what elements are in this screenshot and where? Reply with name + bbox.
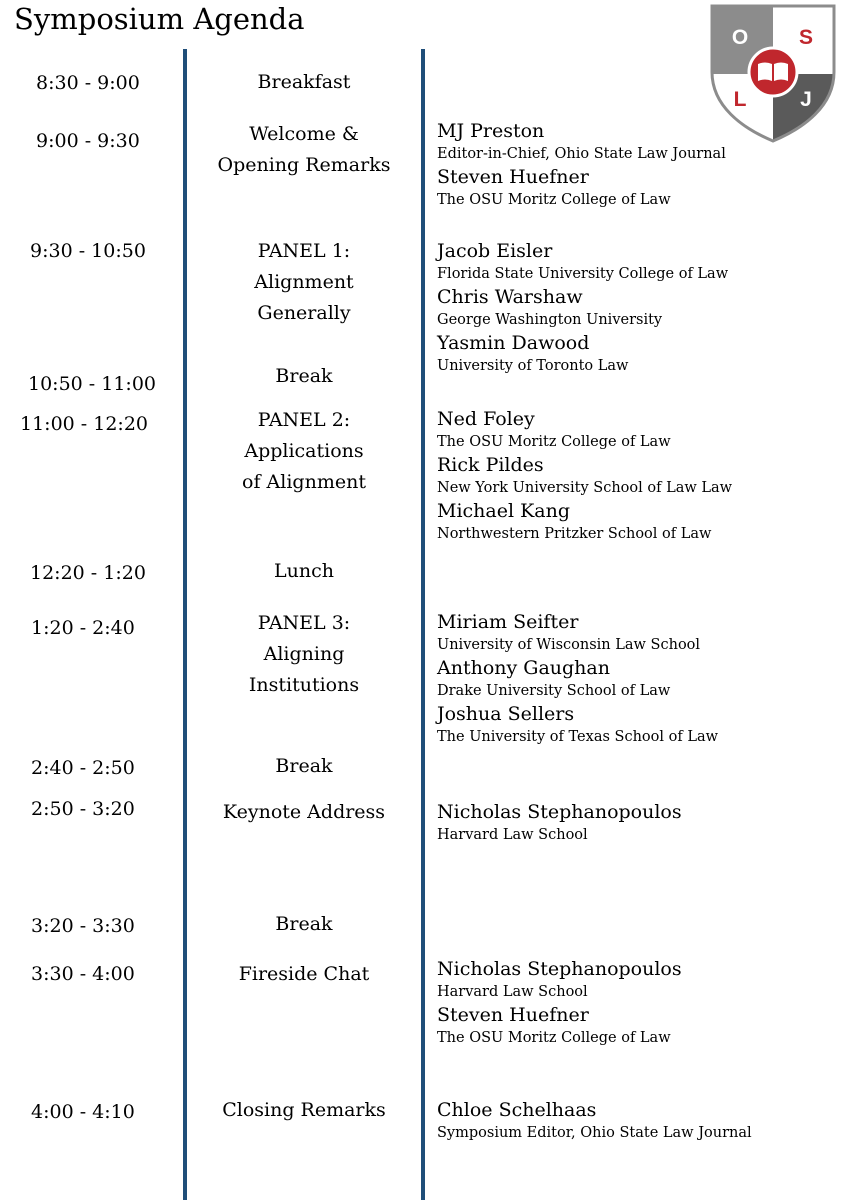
speaker-affiliation: University of Toronto Law xyxy=(437,358,629,374)
session-time: 1:20 - 2:40 xyxy=(31,617,135,639)
session-time: 12:20 - 1:20 xyxy=(30,562,146,584)
speaker-name: Jacob Eisler xyxy=(437,240,553,262)
session-title xyxy=(200,751,408,782)
session-title-line: Break xyxy=(275,913,333,935)
speaker-name: Joshua Sellers xyxy=(437,703,575,725)
page-title: Symposium Agenda xyxy=(14,2,305,36)
session-title-line: Opening Remarks xyxy=(217,154,391,176)
speaker-name: Ned Foley xyxy=(437,408,535,430)
session-title xyxy=(200,608,408,701)
session-title-line: of Alignment xyxy=(242,471,366,493)
speaker-name: Rick Pildes xyxy=(437,454,544,476)
speaker-name: Nicholas Stephanopoulos xyxy=(437,958,682,980)
speaker-name: Anthony Gaughan xyxy=(437,657,610,679)
speaker-affiliation: The OSU Moritz College of Law xyxy=(437,1030,671,1046)
session-title xyxy=(200,1095,408,1126)
speaker-affiliation: Northwestern Pritzker School of Law xyxy=(437,526,712,542)
session-time: 2:50 - 3:20 xyxy=(31,798,135,820)
speaker-name: MJ Preston xyxy=(437,120,545,142)
speaker-name: Miriam Seifter xyxy=(437,611,579,633)
session-title-line: Breakfast xyxy=(257,71,351,93)
speaker-name: Chloe Schelhaas xyxy=(437,1099,597,1121)
session-title xyxy=(200,236,408,329)
speaker-name: Nicholas Stephanopoulos xyxy=(437,801,682,823)
logo-letter-o: O xyxy=(731,26,749,49)
session-title-line: PANEL 2: xyxy=(257,409,351,431)
speaker-name: Michael Kang xyxy=(437,500,571,522)
session-speakers xyxy=(437,958,842,1050)
session-title xyxy=(200,959,408,990)
speaker-affiliation: Symposium Editor, Ohio State Law Journal xyxy=(437,1125,752,1141)
session-time: 11:00 - 12:20 xyxy=(20,413,149,435)
session-title-line: Lunch xyxy=(274,560,334,582)
session-title-line: PANEL 1: xyxy=(257,240,351,262)
session-title-line: Break xyxy=(275,755,333,777)
session-speakers xyxy=(437,1099,842,1145)
speaker-name: Steven Huefner xyxy=(437,1004,589,1026)
session-speakers xyxy=(437,801,842,847)
book-left-page xyxy=(758,63,772,82)
session-speakers xyxy=(437,240,842,378)
speaker-name: Steven Huefner xyxy=(437,166,589,188)
session-time: 3:30 - 4:00 xyxy=(31,963,135,985)
session-title-line: Keynote Address xyxy=(222,801,386,823)
session-time: 3:20 - 3:30 xyxy=(31,915,135,937)
session-time: 9:00 - 9:30 xyxy=(36,130,140,152)
session-speakers xyxy=(437,408,842,546)
speaker-name: Yasmin Dawood xyxy=(437,332,590,354)
speaker-affiliation: Editor-in-Chief, Ohio State Law Journal xyxy=(437,146,726,162)
speaker-affiliation: George Washington University xyxy=(437,312,663,328)
session-title-line: Alignment xyxy=(254,271,354,293)
column-divider-left xyxy=(183,49,187,1200)
speaker-affiliation: Drake University School of Law xyxy=(437,683,671,699)
speaker-affiliation: The University of Texas School of Law xyxy=(437,729,719,745)
book-right-page xyxy=(774,63,788,82)
session-time: 9:30 - 10:50 xyxy=(30,240,146,262)
session-title xyxy=(200,405,408,498)
session-title-line: Break xyxy=(275,365,333,387)
speaker-name: Chris Warshaw xyxy=(437,286,583,308)
session-title-line: Closing Remarks xyxy=(222,1099,386,1121)
logo-letter-l: L xyxy=(733,88,747,111)
session-title xyxy=(200,119,408,181)
session-time: 2:40 - 2:50 xyxy=(31,757,135,779)
speaker-affiliation: University of Wisconsin Law School xyxy=(437,637,701,653)
session-time: 8:30 - 9:00 xyxy=(36,72,140,94)
session-title xyxy=(200,556,408,587)
session-time: 10:50 - 11:00 xyxy=(28,373,157,395)
speaker-affiliation: Harvard Law School xyxy=(437,827,588,843)
speaker-affiliation: Harvard Law School xyxy=(437,984,588,1000)
logo-letter-j: J xyxy=(800,88,812,111)
session-title-line: PANEL 3: xyxy=(257,612,351,634)
session-title xyxy=(200,361,408,392)
speaker-affiliation: The OSU Moritz College of Law xyxy=(437,192,671,208)
shield-center-ring xyxy=(749,48,797,96)
session-title xyxy=(200,67,408,98)
session-title-line: Applications xyxy=(244,440,364,462)
session-title-line: Welcome & xyxy=(249,123,359,145)
session-speakers xyxy=(437,120,842,212)
session-title-line: Generally xyxy=(257,302,351,324)
session-title-line: Fireside Chat xyxy=(238,963,370,985)
column-divider-right xyxy=(421,49,425,1200)
session-title-line: Institutions xyxy=(248,674,360,696)
session-title xyxy=(200,797,408,828)
logo-letter-s: S xyxy=(798,26,814,49)
speaker-affiliation: The OSU Moritz College of Law xyxy=(437,434,671,450)
session-speakers xyxy=(437,611,842,749)
speaker-affiliation: Florida State University College of Law xyxy=(437,266,729,282)
session-title xyxy=(200,909,408,940)
session-title-line: Aligning xyxy=(263,643,345,665)
session-time: 4:00 - 4:10 xyxy=(31,1101,135,1123)
speaker-affiliation: New York University School of Law Law xyxy=(437,480,733,496)
